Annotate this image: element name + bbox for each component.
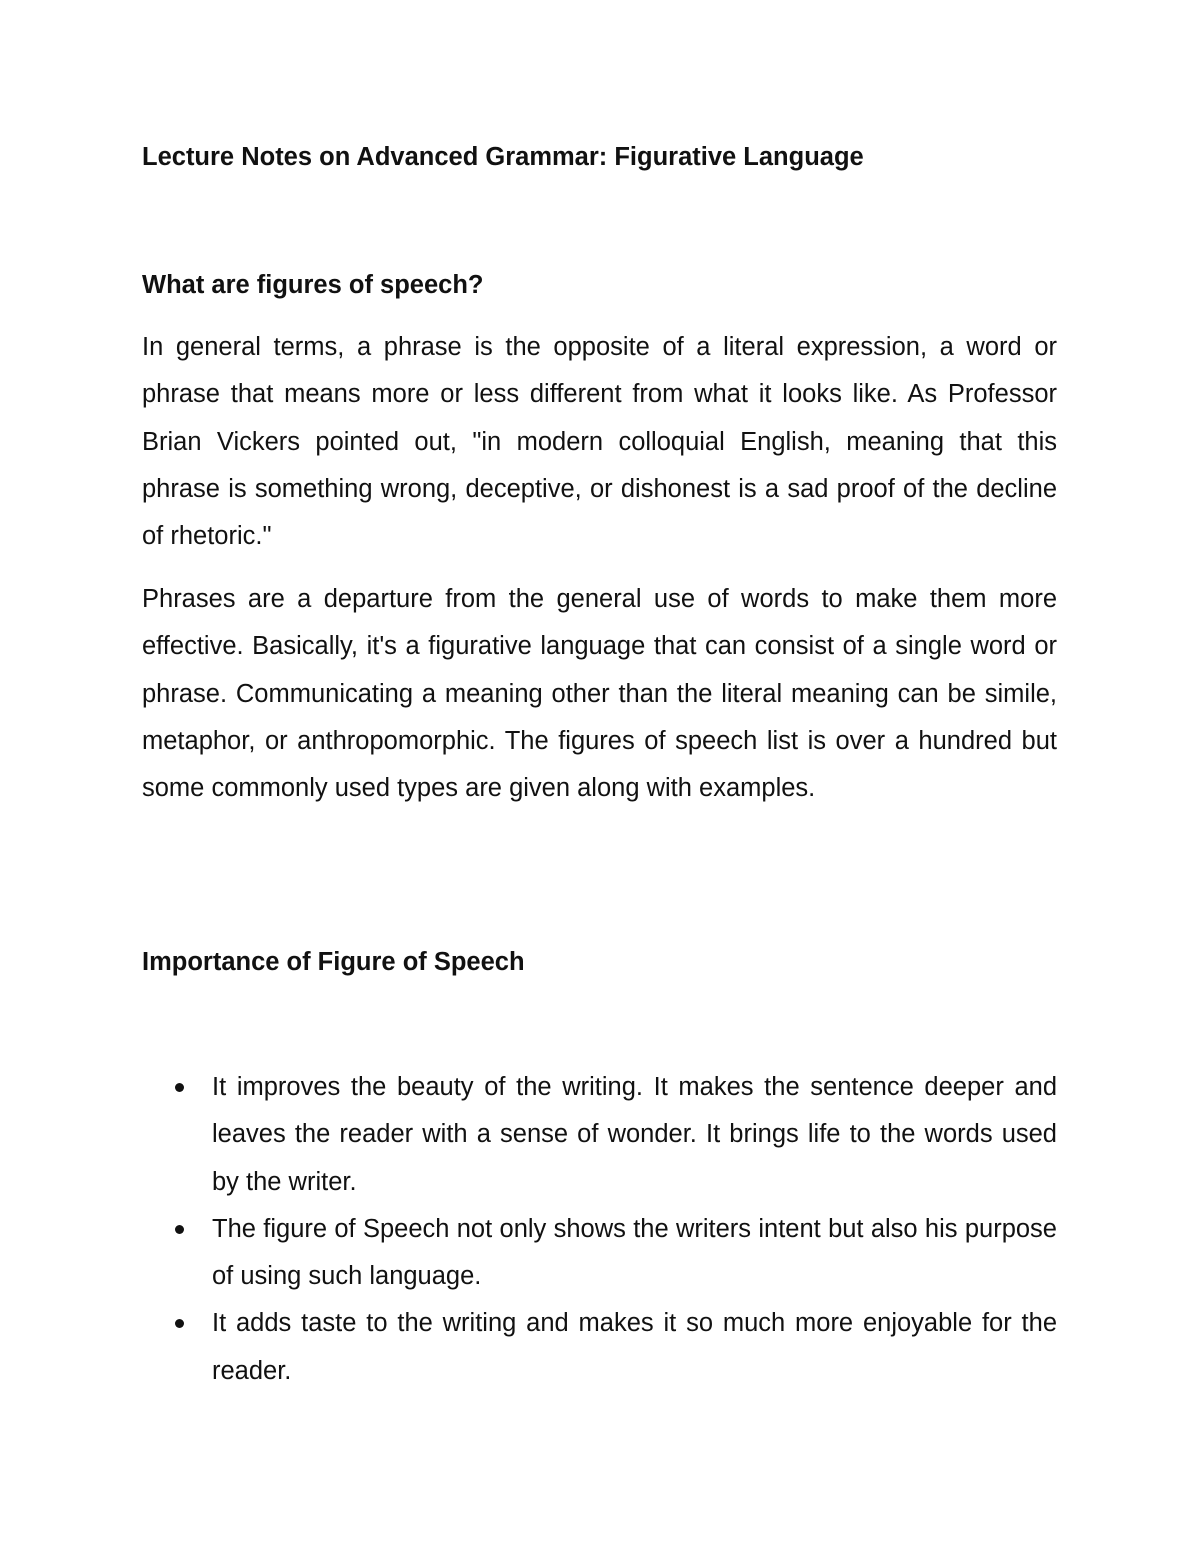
section-heading-figures-of-speech: What are figures of speech? (142, 271, 484, 299)
bullet-item (142, 1206, 1057, 1301)
bullet-item (142, 1300, 1057, 1395)
bullet-dot-icon (175, 1083, 184, 1092)
bullet-text: The figure of Speech not only shows the writers intent but also his purpose of using such language. (212, 1214, 1057, 1291)
section-heading-importance: Importance of Figure of Speech (142, 948, 525, 976)
bullet-dot-icon (175, 1225, 184, 1234)
bullet-item (142, 1064, 1057, 1206)
paragraph-definition: In general terms, a phrase is the opposite of a literal expression, a word or phrase that means more or less different from what it looks like. As Professor Brian Vickers pointed out, "in modern colloquial English, meaning that this phrase is something wrong, deceptive, or dishonest is a sad proof of the decline of rhetoric." (142, 333, 1057, 551)
document-title: Lecture Notes on Advanced Grammar: Figurative Language (142, 143, 864, 171)
bullet-text: It improves the beauty of the writing. It makes the sentence deeper and leaves the reader with a sense of wonder. It brings life to the words used by the writer. (212, 1073, 1057, 1196)
bullet-text: It adds taste to the writing and makes it so much more enjoyable for the reader. (212, 1309, 1057, 1385)
bullet-dot-icon (175, 1319, 184, 1328)
importance-bullet-list (142, 1064, 1057, 1395)
paragraph-departure: Phrases are a departure from the general use of words to make them more effective. Basically, it's a figurative language that can consist of a single word or phrase. Communicating a meaning other than the literal meaning can be simile, metaphor, or anthropomorphic. The figures of speech list is over a hundred but some commonly used types are given along with examples. (142, 585, 1057, 803)
